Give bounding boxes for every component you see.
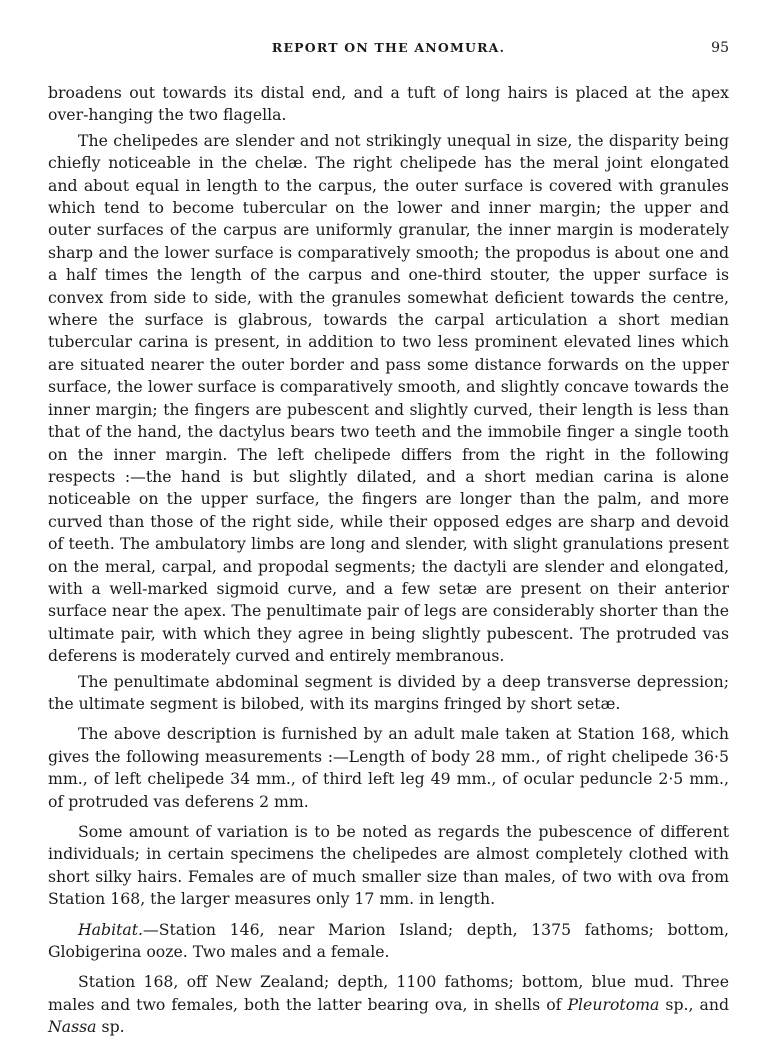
paragraph-continuation: broadens out towards its distal end, and a tuft of long hairs is placed at the apex over-hanging the two flagella.: [48, 83, 729, 125]
paragraph-habitat: [48, 919, 729, 964]
habitat-text: —Station 146, near Marion Island; depth, 1375 fathoms; bottom, Globigerina ooze. Two males and a female.: [48, 919, 729, 962]
running-header: [48, 40, 729, 60]
genus-nassa: Nassa: [48, 1017, 97, 1037]
station168-text-after: sp.: [96, 1017, 125, 1037]
paragraph-abdominal-segment: The penultimate abdominal segment is divided by a deep transverse depression; the ultimate segment is bilobed, with its margins fringed by short setæ.: [48, 671, 729, 713]
body-text: [48, 82, 729, 1039]
habitat-label: Habitat.: [78, 919, 144, 939]
running-title: REPORT ON THE ANOMURA.: [271, 40, 506, 55]
genus-pleurotoma: Pleurotoma: [567, 994, 660, 1014]
page: [48, 40, 729, 1045]
paragraph-measurements: The above description is furnished by an adult male taken at Station 168, which gives the following measurements :—Length of body 28 mm., of right chelipede 36·5 mm., of left chelipede 34 mm., of third left leg 49 mm., of ocular peduncle 2·5 mm., of protruded vas deferens 2 mm.: [48, 724, 729, 811]
paragraph-station-168: [48, 971, 729, 1038]
paragraph-chelipedes: The chelipedes are slender and not strikingly unequal in size, the disparity being chiefly noticeable in the chelæ. The right chelipede has the meral joint elongated and about equal in length to the carpus, the outer surface is covered with granules which tend to become tubercular on the lower and inner margin; the upper and outer surfaces of the carpus are uniformly granular, the inner margin is moderately sharp and the lower surface is comparatively smooth; the propodus is about one and a half times the length of the carpus and one-third stouter, the upper surface is convex from side to side, with the granules somewhat deficient towards the centre, where the surface is glabrous, towards the carpal articulation a short median tubercular carina is present, in addition to two less prominent elevated lines which are situated nearer the outer border and pass some distance forwards on the upper surface, the lower surface is comparatively smooth, and slightly concave towards the inner margin; the fingers are pubescent and slightly curved, their length is less than that of the hand, the dactylus bears two teeth and the immobile finger a single tooth on the inner margin. The left chelipede differs from the right in the following respects :—the hand is but slightly dilated, and a short median carina is alone noticeable on the upper surface, the fingers are longer than the palm, and more curved than those of the right side, while their opposed edges are sharp and devoid of teeth. The ambulatory limbs are long and slender, with slight granulations present on the meral, carpal, and propodal segments; the dactyli are slender and elongated, with a well-marked sigmoid curve, and a few setæ are present on their anterior surface near the apex. The penultimate pair of legs are considerably shorter than the ultimate pair, with which they agree in being slightly pubescent. The protruded vas deferens is moderately curved and entirely membranous.: [48, 130, 729, 666]
station168-text-middle: sp., and: [659, 994, 729, 1014]
page-number: 95: [711, 40, 729, 56]
station168-text-before: Station 168, off New Zealand; depth, 1100 fathoms; bottom, blue mud. Three males and two females, both the latter bearing ova, in shells of: [48, 972, 729, 1014]
paragraph-variation: Some amount of variation is to be noted as regards the pubescence of different individuals; in certain specimens the chelipedes are almost completely clothed with short silky hairs. Females are of much smaller size than males, of two with ova from Station 168, the larger measures only 17 mm. in length.: [48, 822, 729, 909]
